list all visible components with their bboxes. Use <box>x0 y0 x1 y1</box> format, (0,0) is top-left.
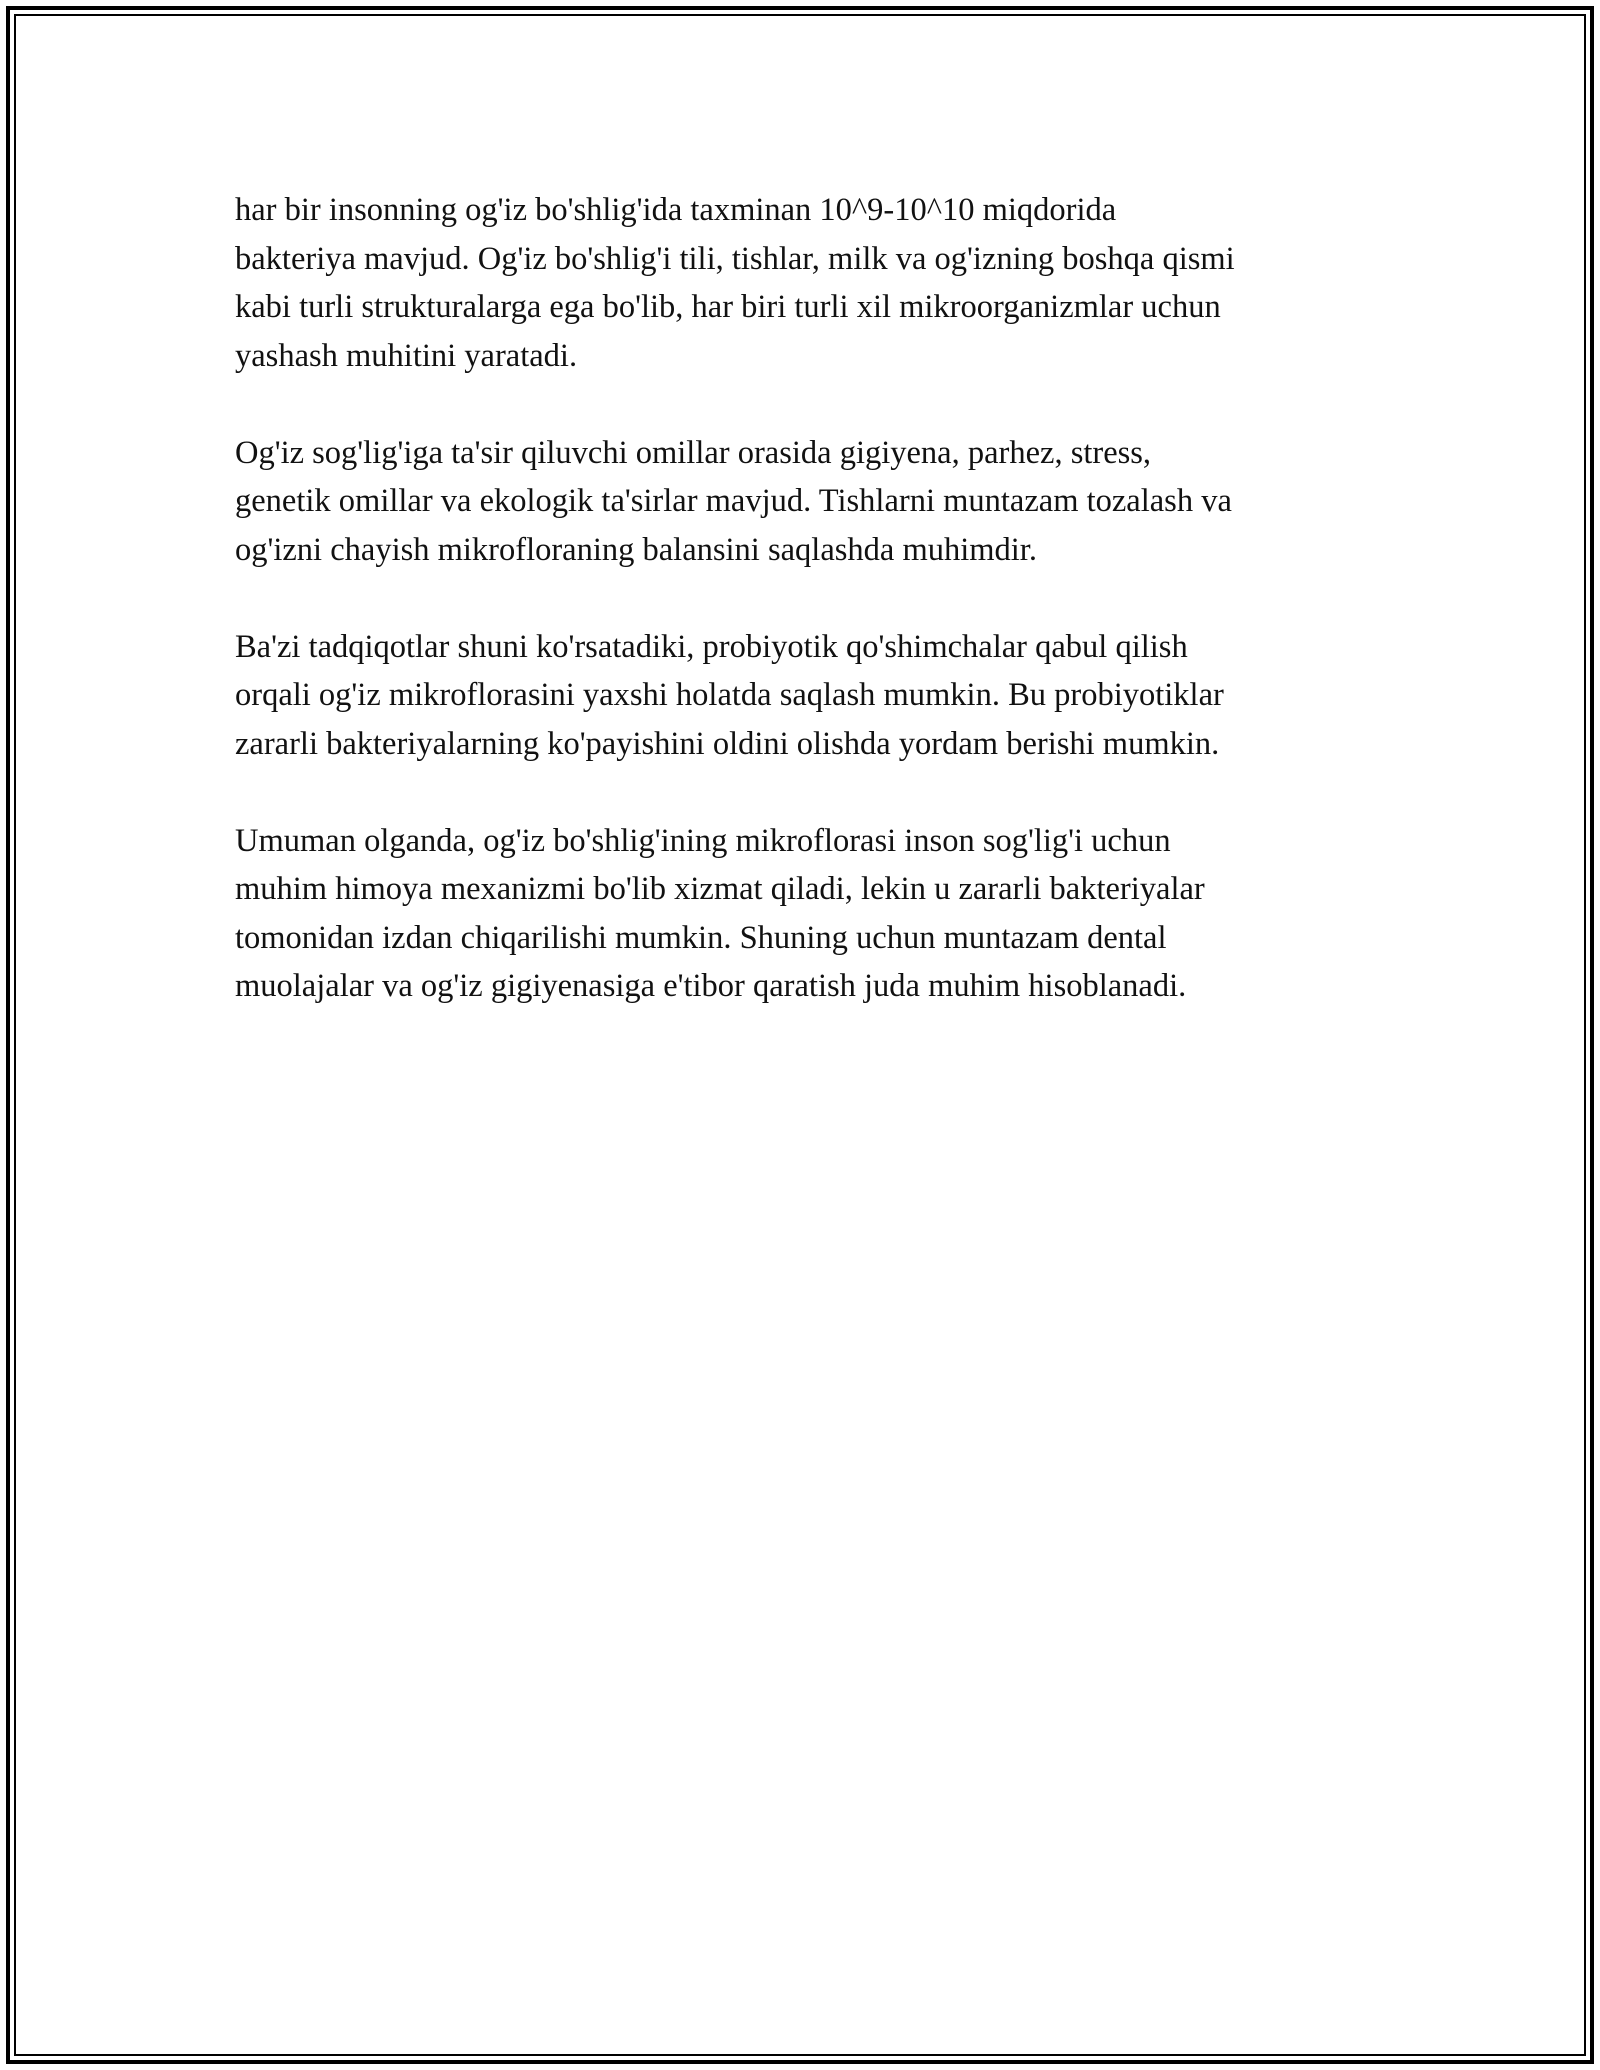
text-line: Umuman olganda, og'iz bo'shlig'ining mikroflorasi inson sog'lig'i uchun <box>235 822 1171 859</box>
text-line: genetik omillar va ekologik ta'sirlar mavjud. Tishlarni muntazam tozalash va <box>235 483 1232 519</box>
text-line: kabi turli strukturalarga ega bo'lib, har biri turli xil mikroorganizmlar uchun <box>235 289 1221 325</box>
text-line: og'izni chayish mikrofloraning balansini saqlashda muhimdir. <box>235 531 1037 568</box>
text-line: yashash muhitini yaratadi. <box>235 337 578 374</box>
paragraph-2 <box>235 429 1385 575</box>
text-line: Og'iz sog'lig'iga ta'sir qiluvchi omillar orasida gigiyena, parhez, stress, <box>235 434 1152 471</box>
paragraph-3 <box>235 623 1385 769</box>
document-body <box>235 186 1385 1059</box>
paragraph-4 <box>235 817 1385 1011</box>
text-line: muhim himoya mexanizmi bo'lib xizmat qiladi, lekin u zararli bakteriyalar <box>235 871 1205 907</box>
text-line: muolajalar va og'iz gigiyenasiga e'tibor qaratish juda muhim hisoblanadi. <box>235 968 1187 1004</box>
text-line: orqali og'iz mikroflorasini yaxshi holatda saqlash mumkin. Bu probiyotiklar <box>235 677 1224 713</box>
text-line: bakteriya mavjud. Og'iz bo'shlig'i tili, tishlar, milk va og'izning boshqa qismi <box>235 240 1235 277</box>
text-line: har bir insonning og'iz bo'shlig'ida taxminan 10^9-10^10 miqdorida <box>235 192 1117 228</box>
text-line: Ba'zi tadqiqotlar shuni ko'rsatadiki, probiyotik qo'shimchalar qabul qilish <box>235 628 1188 665</box>
text-line: zararli bakteriyalarning ko'payishini oldini olishda yordam berishi mumkin. <box>235 725 1220 762</box>
paragraph-1 <box>235 186 1385 380</box>
text-line: tomonidan izdan chiqarilishi mumkin. Shuning uchun muntazam dental <box>235 919 1167 956</box>
